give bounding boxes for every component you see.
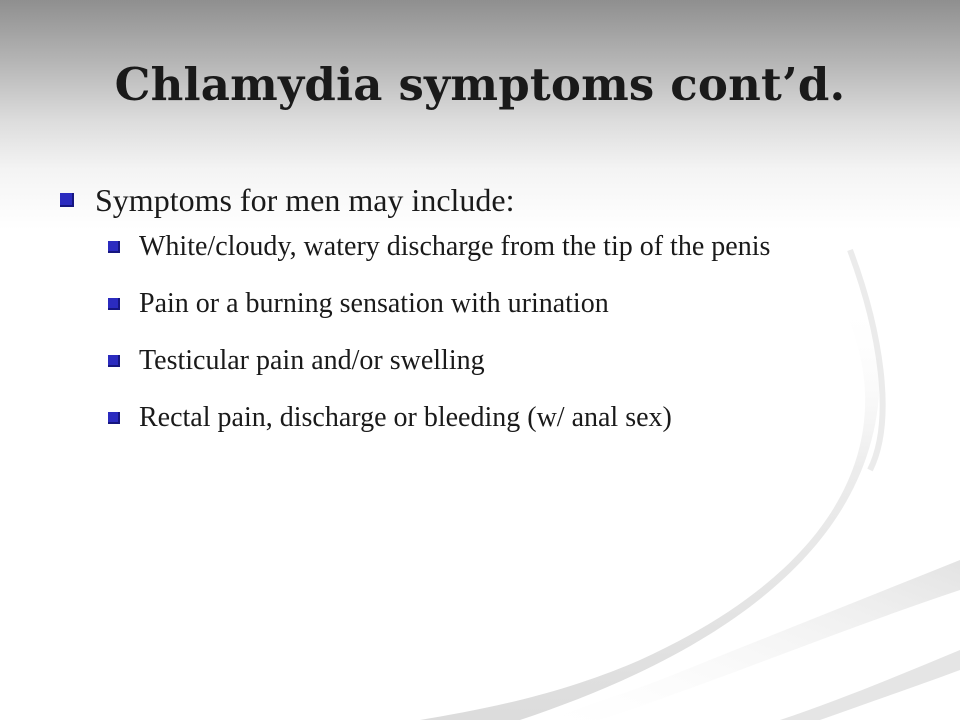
bullet-text: Symptoms for men may include: xyxy=(95,182,515,218)
bullet-item-men-symptoms xyxy=(60,180,900,434)
slide-title: Chlamydia symptoms cont’d. xyxy=(114,58,846,111)
sub-bullet-list xyxy=(108,230,900,434)
square-bullet-icon xyxy=(60,193,74,207)
sub-bullet-text: White/cloudy, watery discharge from the tip of the penis xyxy=(139,231,771,262)
sub-bullet-item xyxy=(108,287,879,320)
bullet-list xyxy=(60,180,900,458)
sub-bullet-text: Rectal pain, discharge or bleeding (w/ anal sex) xyxy=(139,402,672,433)
sub-bullet-item xyxy=(108,344,879,377)
sub-bullet-text: Pain or a burning sensation with urination xyxy=(139,288,609,319)
sub-bullet-item xyxy=(108,230,879,263)
sub-bullet-item xyxy=(108,401,879,434)
square-bullet-icon xyxy=(108,355,120,367)
square-bullet-icon xyxy=(108,298,120,310)
square-bullet-icon xyxy=(108,241,120,253)
square-bullet-icon xyxy=(108,412,120,424)
sub-bullet-text: Testicular pain and/or swelling xyxy=(139,345,485,376)
